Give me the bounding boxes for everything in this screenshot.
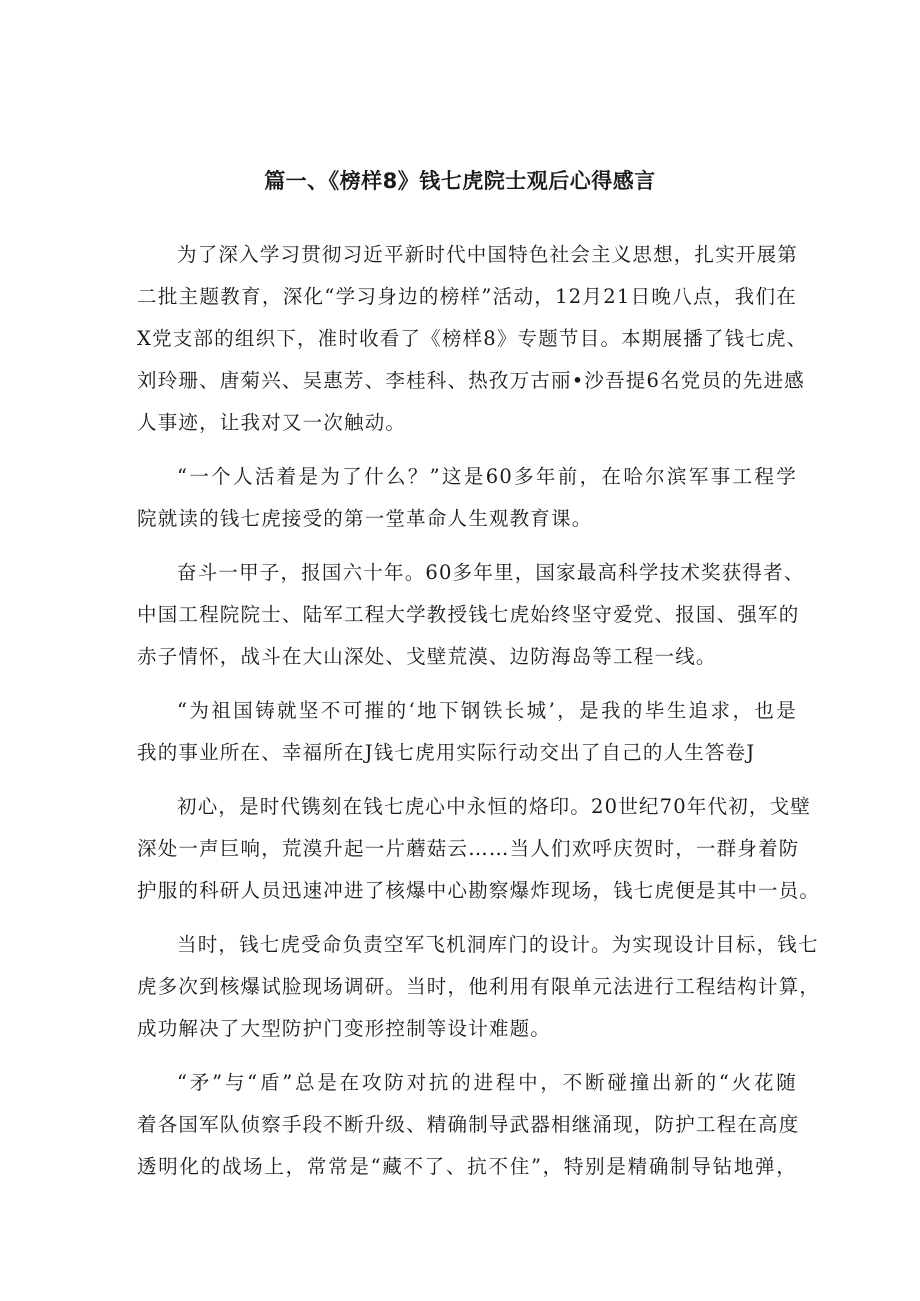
- text-line: 当时，钱七虎受命负责空军飞机洞库门的设计。为实现设计目标，钱七: [177, 933, 819, 956]
- text-line: 护服的科研人员迅速冲进了核爆中心勘察爆炸现场，钱七虎便是其中一员。: [137, 879, 821, 902]
- text-line: 人事迹，让我对又一次触动。: [137, 411, 407, 434]
- text-line: 我的事业所在、幸福所在J钱七虎用实际行动交出了自己的人生答卷J: [137, 741, 756, 764]
- text-line: 赤子情怀，战斗在大山深处、戈壁荒漠、边防海岛等工程一线。: [137, 645, 717, 668]
- text-line: X党支部的组织下，准时收看了《榜样8》专题节目。本期展播了钱七虎、: [137, 327, 808, 350]
- text-line: 深处一声巨响，荒漠升起一片蘑菇云……当人们欢呼庆贺时，一群身着防: [137, 837, 800, 860]
- document-title: 篇一、《榜样8》钱七虎院士观后心得感言: [264, 169, 656, 193]
- text-line: “为祖国铸就坚不可摧的‘地下钢铁长城’，是我的毕生追求，也是: [177, 699, 797, 722]
- text-line: 成功解决了大型防护门变形控制等设计难题。: [137, 1017, 552, 1040]
- text-line: 初心，是时代镌刻在钱七虎心中永恒的烙印。20世纪70年代初，戈壁: [177, 795, 812, 818]
- text-line: 中国工程院院士、陆军工程大学教授钱七虎始终坚守爱党、报国、强军的: [137, 603, 800, 626]
- text-line: 刘玲珊、唐菊兴、吴惠芳、李桂科、热孜万古丽•沙吾提6名党员的先进感: [137, 369, 806, 392]
- text-line: 虎多次到核爆试脸现场调研。当时，他利用有限单元法进行工程结构计算，: [137, 975, 821, 998]
- text-line: “矛”与“盾”总是在攻防对抗的进程中，不断碰撞出新的“火花随: [177, 1071, 797, 1094]
- text-line: 为了深入学习贯彻习近平新时代中国特色社会主义思想，扎实开展第: [177, 243, 799, 266]
- text-line: 着各国军队侦察手段不断升级、精确制导武器相继涌现，防护工程在高度: [137, 1113, 800, 1136]
- text-line: 二批主题教育，深化“学习身边的榜样”活动，12月21日晚八点，我们在: [137, 285, 797, 308]
- text-line: 奋斗一甲子，报国六十年。60多年里，国家最高科学技术奖获得者、: [177, 561, 805, 584]
- text-line: 院就读的钱七虎接受的第一堂革命人生观教育课。: [137, 507, 593, 530]
- text-line: “一个人活着是为了什么？”这是60多年前，在哈尔滨军事工程学: [177, 465, 797, 488]
- text-line: 透明化的战场上，常常是“藏不了、抗不住”，特别是精确制导钻地弹，: [137, 1155, 797, 1178]
